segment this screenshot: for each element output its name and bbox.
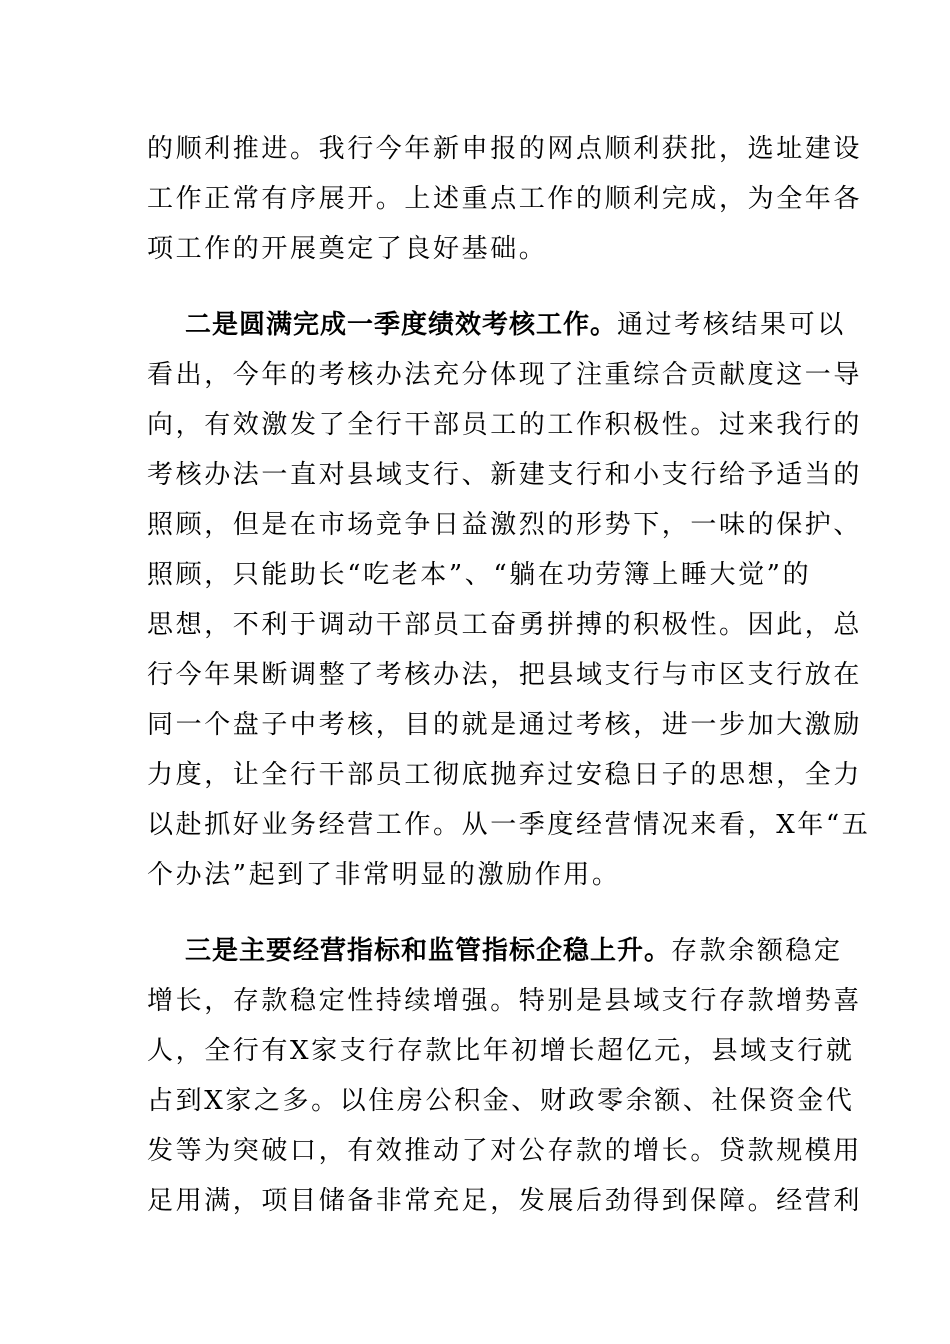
text-line: 行今年果断调整了考核办法，把县域支行与市区支行放在 <box>147 660 863 690</box>
paragraph-heading: 二是圆满完成一季度绩效考核工作。 <box>185 310 618 340</box>
text-line: 发等为突破口，有效推动了对公存款的增长。贷款规模用 <box>147 1136 863 1166</box>
text-line: 个办法”起到了非常明显的激励作用。 <box>147 860 621 890</box>
text-line: 向，有效激发了全行干部员工的工作积极性。过来我行的 <box>147 410 863 440</box>
text-run: 存款余额稳定 <box>671 936 843 966</box>
text-line: 照顾，但是在市场竞争日益激烈的形势下，一味的保护、 <box>147 510 863 540</box>
paragraph-1 <box>147 124 863 274</box>
paragraph-gap <box>147 274 805 300</box>
text-line: 占到X家之多。以住房公积金、财政零余额、社保资金代 <box>147 1086 855 1116</box>
paragraph-2 <box>147 300 871 900</box>
text-line: 照顾，只能助长“吃老本”、“躺在功劳簿上睡大觉”的 <box>147 560 812 590</box>
text-line: 以赴抓好业务经营工作。从一季度经营情况来看，X年“五 <box>147 810 871 840</box>
text-line: 项工作的开展奠定了良好基础。 <box>147 234 548 264</box>
text-line: 足用满，项目储备非常充足，发展后劲得到保障。经营利 <box>147 1186 863 1216</box>
text-line: 同一个盘子中考核，目的就是通过考核，进一步加大激励 <box>147 710 863 740</box>
text-line-first <box>147 926 843 976</box>
text-line: 人，全行有X家支行存款比年初增长超亿元，县域支行就 <box>147 1036 855 1066</box>
text-run: 通过考核结果可以 <box>617 310 846 340</box>
text-line-first <box>147 300 846 350</box>
document-page <box>147 124 871 1226</box>
text-line: 力度，让全行干部员工彻底抛弃过安稳日子的思想，全力 <box>147 760 863 790</box>
paragraph-gap <box>147 900 805 926</box>
text-line: 的顺利推进。我行今年新申报的网点顺利获批，选址建设 <box>147 134 863 164</box>
text-line: 考核办法一直对县域支行、新建支行和小支行给予适当的 <box>147 460 863 490</box>
text-line: 增长，存款稳定性持续增强。特别是县域支行存款增势喜 <box>147 986 863 1016</box>
paragraph-3 <box>147 926 863 1226</box>
paragraph-heading: 三是主要经营指标和监管指标企稳上升。 <box>185 936 672 966</box>
text-line: 看出，今年的考核办法充分体现了注重综合贡献度这一导 <box>147 360 863 390</box>
text-line: 工作正常有序展开。上述重点工作的顺利完成，为全年各 <box>147 184 863 214</box>
text-line: 思想，不利于调动干部员工奋勇拼搏的积极性。因此，总 <box>147 610 863 640</box>
